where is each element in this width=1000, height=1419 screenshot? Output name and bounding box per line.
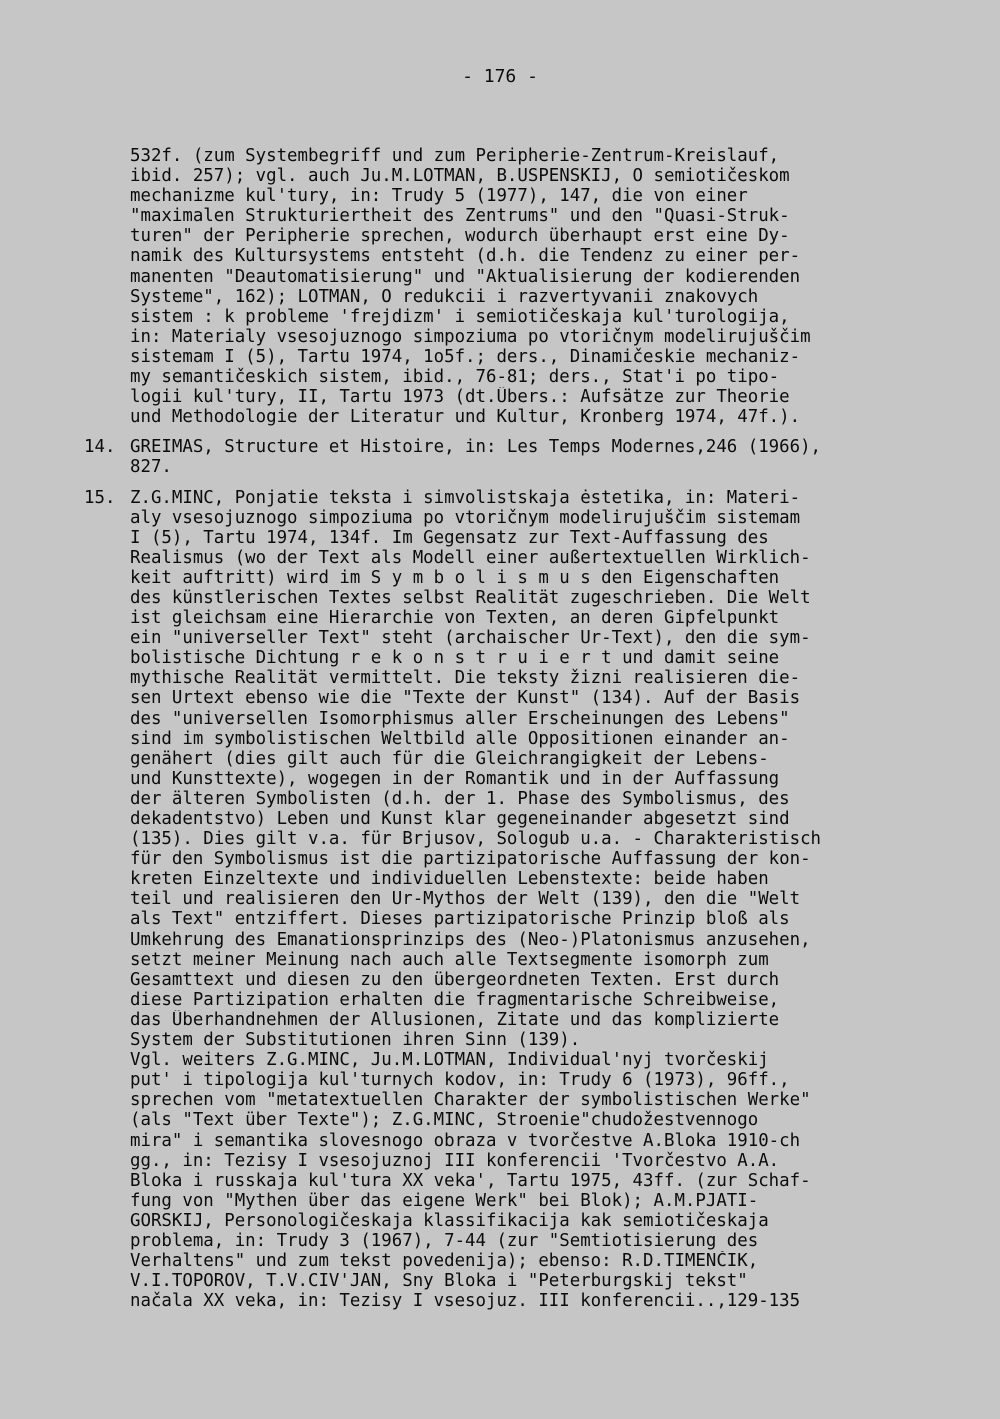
text-line bbox=[84, 990, 934, 1010]
line-text: dekadentstvo) Leben und Kunst klar gegeneinander abgesetzt sind bbox=[130, 809, 790, 829]
text-line bbox=[84, 206, 934, 226]
text-line bbox=[84, 789, 934, 809]
line-text: ibid. 257); vgl. auch Ju.M.LOTMAN, B.USPENSKIJ, O semiotičeskom bbox=[130, 166, 790, 187]
line-text: des "universellen Isomorphismus aller Erscheinungen des Lebens" bbox=[130, 708, 790, 729]
text-line bbox=[84, 1211, 934, 1231]
footnote-15 bbox=[84, 488, 934, 1312]
text-line bbox=[84, 457, 934, 477]
line-text: und Kunsttexte), wogegen in der Romantik und in der Auffassung bbox=[130, 768, 780, 789]
text-line bbox=[84, 387, 934, 407]
text-line bbox=[84, 1151, 934, 1171]
text-line bbox=[84, 709, 934, 729]
footnotes-body bbox=[84, 146, 934, 1311]
text-line bbox=[84, 1010, 934, 1030]
line-text: gg., in: Tezisy I vsesojuznoj III konferencii 'Tvorčestvo A.A. bbox=[130, 1150, 780, 1171]
line-text: 827. bbox=[130, 457, 172, 478]
text-line bbox=[84, 849, 934, 869]
text-line bbox=[84, 287, 934, 307]
text-line bbox=[84, 166, 934, 186]
line-text: diese Partizipation erhalten die fragmentarische Schreibweise, bbox=[130, 989, 780, 1010]
text-line bbox=[84, 508, 934, 528]
line-text: setzt meiner Meinung nach auch alle Textsegmente isomorph zum bbox=[130, 949, 769, 970]
text-line bbox=[84, 648, 934, 668]
footnote-continuation bbox=[84, 146, 934, 427]
line-text: I (5), Tartu 1974, 134f. Im Gegensatz zur Text-Auffassung des bbox=[130, 527, 769, 548]
line-text: das Überhandnehmen der Allusionen, Zitate und das komplizierte bbox=[130, 1009, 780, 1030]
text-line bbox=[84, 488, 934, 508]
line-text: bolistische Dichtung r e k o n s t r u i e r t und damit seine bbox=[130, 648, 780, 669]
line-text: kreten Einzeltexte und individuellen Lebenstexte: beide haben bbox=[130, 869, 769, 890]
line-text: keit auftritt) wird im S y m b o l i s m u s den Eigenschaften bbox=[130, 567, 780, 588]
text-line bbox=[84, 1171, 934, 1191]
text-line bbox=[84, 146, 934, 166]
footnote-14 bbox=[84, 437, 934, 477]
line-text: Realismus (wo der Text als Modell einer außertextuellen Wirklich- bbox=[130, 547, 811, 568]
text-line bbox=[84, 1231, 934, 1251]
text-line bbox=[84, 1131, 934, 1151]
text-line bbox=[84, 437, 934, 457]
line-text: des künstlerischen Textes selbst Realität zugeschrieben. Die Welt bbox=[130, 587, 811, 608]
line-text: (135). Dies gilt v.a. für Brjusov, Sologub u.a. - Charakteristisch bbox=[130, 829, 822, 850]
text-line bbox=[84, 769, 934, 789]
text-line bbox=[84, 246, 934, 266]
line-text: sind im symbolistischen Weltbild alle Oppositionen einander an- bbox=[130, 728, 790, 749]
line-text: turen" der Peripherie sprechen, wodurch überhaupt erst eine Dy- bbox=[130, 226, 790, 247]
line-text: Systeme", 162); LOTMAN, O redukcii i razvertyvanii znakovych bbox=[130, 286, 759, 307]
text-line bbox=[84, 729, 934, 749]
text-line bbox=[84, 829, 934, 849]
text-line bbox=[84, 688, 934, 708]
line-text: teil und realisieren den Ur-Mythos der Welt (139), den die "Welt bbox=[130, 889, 801, 910]
text-line bbox=[84, 347, 934, 367]
text-line bbox=[84, 267, 934, 287]
text-line bbox=[84, 307, 934, 327]
line-text: manenten "Deautomatisierung" und "Aktualisierung der kodierenden bbox=[130, 266, 801, 287]
line-text: mira" i semantika slovesnogo obraza v tvorčestve A.Bloka 1910-ch bbox=[130, 1130, 801, 1151]
text-line bbox=[84, 1191, 934, 1211]
line-text: GREIMAS, Structure et Histoire, in: Les Temps Modernes,246 (1966), bbox=[130, 437, 822, 458]
text-line bbox=[84, 528, 934, 548]
text-line bbox=[84, 548, 934, 568]
line-text: der älteren Symbolisten (d.h. der 1. Phase des Symbolismus, des bbox=[130, 788, 790, 809]
line-text: (als "Text über Texte"); Z.G.MINC, Stroenie"chudožestvennogo bbox=[130, 1110, 759, 1131]
text-line bbox=[84, 367, 934, 387]
line-text: genähert (dies gilt auch für die Gleichrangigkeit der Lebens- bbox=[130, 748, 769, 769]
text-line bbox=[84, 226, 934, 246]
line-text: načala XX veka, in: Tezisy I vsesojuz. III konferencii..,129-135 bbox=[130, 1291, 801, 1312]
text-line bbox=[84, 1070, 934, 1090]
line-text: "maximalen Strukturiertheit des Zentrums" und den "Quasi-Struk- bbox=[130, 206, 790, 227]
text-line bbox=[84, 1090, 934, 1110]
footnote-number: 14. bbox=[84, 437, 116, 458]
text-line bbox=[84, 568, 934, 588]
line-text: in: Materialy vsesojuznogo simpoziuma po vtoričnym modelirujuščim bbox=[130, 326, 811, 347]
line-text: my semantičeskich sistem, ibid., 76-81; ders., Stat'i po tipo- bbox=[130, 367, 780, 388]
line-text: aly vsesojuznogo simpoziuma po vtoričnym modelirujuščim sistemam bbox=[130, 507, 801, 528]
text-line bbox=[84, 909, 934, 929]
line-text: 532f. (zum Systembegriff und zum Peripherie-Zentrum-Kreislauf, bbox=[130, 146, 780, 166]
text-line bbox=[84, 1251, 934, 1271]
line-text: Bloka i russkaja kul'tura XX veka', Tartu 1975, 43ff. (zur Schaf- bbox=[130, 1170, 811, 1191]
line-text: sistem : k probleme 'frejdizm' i semiotičeskaja kul'turologija, bbox=[130, 306, 790, 327]
page-number: - 176 - bbox=[462, 66, 538, 87]
line-text: sen Urtext ebenso wie die "Texte der Kunst" (134). Auf der Basis bbox=[130, 688, 801, 709]
line-text: ein "universeller Text" steht (archaischer Ur-Text), den die sym- bbox=[130, 628, 811, 649]
text-line bbox=[84, 1050, 934, 1070]
text-line bbox=[84, 930, 934, 950]
line-text: problema, in: Trudy 3 (1967), 7-44 (zur "Semtiotisierung des bbox=[130, 1230, 759, 1251]
line-text: sprechen vom "metatextuellen Charakter der symbolistischen Werke" bbox=[130, 1090, 811, 1111]
text-line bbox=[84, 1030, 934, 1050]
line-text: Umkehrung des Emanationsprinzips des (Neo-)Platonismus anzusehen, bbox=[130, 929, 811, 950]
line-text: V.I.TOPOROV, T.V.CIV'JAN, Sny Bloka i "Peterburgskij tekst" bbox=[130, 1271, 748, 1292]
text-line bbox=[84, 588, 934, 608]
line-text: für den Symbolismus ist die partizipatorische Auffassung der kon- bbox=[130, 849, 811, 870]
line-text: Verhaltens" und zum tekst povedenija); ebenso: R.D.TIMENČIK, bbox=[130, 1251, 759, 1272]
line-text: Gesamttext und diesen zu den übergeordneten Texten. Erst durch bbox=[130, 969, 780, 990]
text-line bbox=[84, 186, 934, 206]
line-text: sistemam I (5), Tartu 1974, 1o5f.; ders., Dinamičeskie mechaniz- bbox=[130, 346, 801, 367]
line-text: Vgl. weiters Z.G.MINC, Ju.M.LOTMAN, Individual'nyj tvorčeskij bbox=[130, 1050, 769, 1071]
line-text: ist gleichsam eine Hierarchie von Texten, an deren Gipfelpunkt bbox=[130, 608, 780, 629]
line-text: put' i tipologija kul'turnych kodov, in: Trudy 6 (1973), 96ff., bbox=[130, 1070, 790, 1091]
line-text: als Text" entziffert. Dieses partizipatorische Prinzip bloß als bbox=[130, 909, 790, 930]
text-line bbox=[84, 327, 934, 347]
text-line bbox=[84, 608, 934, 628]
text-line bbox=[84, 970, 934, 990]
text-line bbox=[84, 407, 934, 427]
line-text: namik des Kultursystems entsteht (d.h. die Tendenz zu einer per- bbox=[130, 246, 801, 267]
text-line bbox=[84, 869, 934, 889]
text-line bbox=[84, 1110, 934, 1130]
line-text: und Methodologie der Literatur und Kultur, Kronberg 1974, 47f.). bbox=[130, 407, 801, 428]
text-line bbox=[84, 668, 934, 688]
text-line bbox=[84, 628, 934, 648]
text-line bbox=[84, 950, 934, 970]
text-line bbox=[84, 1271, 934, 1291]
line-text: mythische Realität vermittelt. Die teksty žizni realisieren die- bbox=[130, 668, 801, 689]
line-text: System der Substitutionen ihren Sinn (139). bbox=[130, 1030, 581, 1051]
text-line bbox=[84, 889, 934, 909]
text-line bbox=[84, 809, 934, 829]
footnote-number: 15. bbox=[84, 487, 116, 508]
text-line bbox=[84, 749, 934, 769]
line-text: logii kul'tury, II, Tartu 1973 (dt.Übers.: Aufsätze zur Theorie bbox=[130, 387, 790, 408]
line-text: GORSKIJ, Personologičeskaja klassifikacija kak semiotičeskaja bbox=[130, 1210, 769, 1231]
line-text: fung von "Mythen über das eigene Werk" bei Blok); A.M.PJATI- bbox=[130, 1190, 759, 1211]
text-line bbox=[84, 1291, 934, 1311]
line-text: Z.G.MINC, Ponjatie teksta i simvolistskaja ėstetika, in: Materi- bbox=[130, 487, 801, 508]
line-text: mechanizme kul'tury, in: Trudy 5 (1977), 147, die von einer bbox=[130, 186, 748, 207]
